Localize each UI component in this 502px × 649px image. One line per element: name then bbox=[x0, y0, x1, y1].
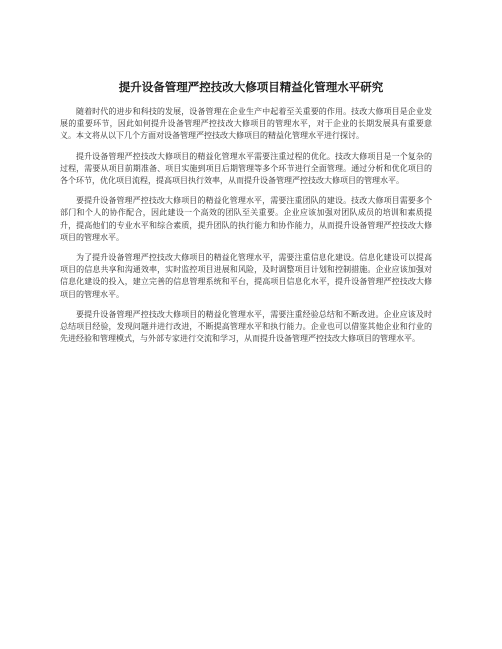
paragraph-2: 提升设备管理严控技改大修项目的精益化管理水平需要注重过程的优化。技改大修项目是一个复杂的过程，需要从项目前期准备、项目实施到项目后期管理等多个环节进行全面管理。通过分析和优化项目的各个环节，优化项目流程，提高项目执行效率，从而提升设备管理严控技改大修项目的管理水平。 bbox=[60, 151, 432, 186]
paragraph-1: 随着时代的进步和科技的发展，设备管理在企业生产中起着至关重要的作用。技改大修项目是企业发展的重要环节，因此如何提升设备管理严控技改大修项目的管理水平，对于企业的长期发展具有重要意义。本文将从以下几个方面对设备管理严控技改大修项目的精益化管理水平进行探讨。 bbox=[60, 107, 432, 141]
document-title: 提升设备管理严控技改大修项目精益化管理水平研究 bbox=[118, 80, 384, 94]
paragraph-5: 要提升设备管理严控技改大修项目的精益化管理水平，需要注重经验总结和不断改进。企业应该及时总结项目经验，发现问题并进行改进，不断提高管理水平和执行能力。企业也可以借鉴其他企业和行业的先进经验和管理模式，与外部专家进行交流和学习，从而提升设备管理严控技改大修项目的管理水平。 bbox=[60, 309, 432, 344]
document-body bbox=[60, 106, 432, 353]
paragraph-3: 要提升设备管理严控技改大修项目的精益化管理水平，需要注重团队的建设。技改大修项目需要多个部门和个人的协作配合，因此建设一个高效的团队至关重要。企业应该加强对团队成员的培训和素质提升，提高他们的专业水平和综合素质，提升团队的执行能力和协作能力，从而提升设备管理严控技改大修项目的管理水平。 bbox=[60, 196, 432, 242]
paragraph-4: 为了提升设备管理严控技改大修项目的精益化管理水平，需要注重信息化建设。信息化建设可以提高项目的信息共享和沟通效率，实时监控项目进展和风险，及时调整项目计划和控制措施。企业应该加强对信息化建设的投入，建立完善的信息管理系统和平台，提高项目信息化水平，提升设备管理严控技改大修项目的管理水平。 bbox=[60, 253, 432, 299]
